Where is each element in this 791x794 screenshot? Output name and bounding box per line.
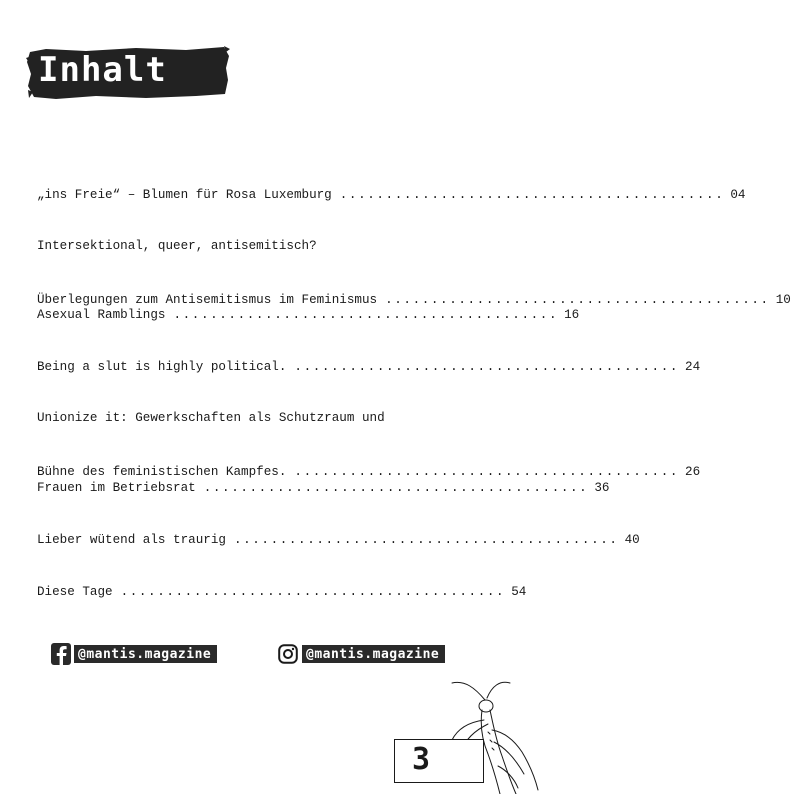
toc-leader-dots: .......................................... <box>173 308 559 322</box>
facebook-handle-badge[interactable] <box>51 643 217 665</box>
toc-entry[interactable] <box>37 547 527 637</box>
instagram-handle-badge[interactable] <box>278 643 445 665</box>
instagram-icon <box>278 644 298 664</box>
toc-leader-dots: .......................................... <box>120 585 506 599</box>
toc-entry-title: Asexual Ramblings <box>37 308 166 322</box>
toc-leader-dots: .......................................... <box>294 465 680 479</box>
toc-page-number: 26 <box>685 465 701 479</box>
page-number: 3 <box>412 742 431 777</box>
facebook-handle: @mantis.magazine <box>74 645 217 663</box>
toc-page-number: 54 <box>511 585 527 599</box>
toc-leader-dots: .......................................... <box>294 360 680 374</box>
toc-page-number: 10 <box>775 293 791 307</box>
toc-page-number: 36 <box>594 481 610 495</box>
toc-page-number: 40 <box>624 533 640 547</box>
toc-page-number: 04 <box>730 188 746 202</box>
toc-leader-dots: .......................................... <box>233 533 619 547</box>
toc-page-number: 24 <box>685 360 701 374</box>
facebook-icon <box>51 643 71 665</box>
title-banner <box>26 46 230 100</box>
toc-entry-title: Diese Tage <box>37 585 113 599</box>
toc-leader-dots: .......................................... <box>339 188 725 202</box>
toc-entry-title-line-2: Überlegungen zum Antisemitismus im Feminismus <box>37 293 378 307</box>
toc-page-number: 16 <box>564 308 580 322</box>
toc-entry-title-line-1: Intersektional, queer, antisemitisch? <box>37 239 317 253</box>
toc-entry-title: Lieber wütend als traurig <box>37 533 226 547</box>
page-number-box <box>394 739 484 783</box>
toc-leader-dots: .......................................... <box>385 293 770 307</box>
toc-entry-title: Frauen im Betriebsrat <box>37 481 196 495</box>
page-title: Inhalt <box>38 50 167 90</box>
toc-entry-title-line-1: Unionize it: Gewerkschaften als Schutzraum und <box>37 411 385 425</box>
toc-leader-dots: .......................................... <box>203 481 589 495</box>
toc-entry-title-line-2: Bühne des feministischen Kampfes. <box>37 465 287 479</box>
instagram-handle: @mantis.magazine <box>302 645 445 663</box>
toc-entry-title: Being a slut is highly political. <box>37 360 287 374</box>
toc-entry-title: „ins Freie“ – Blumen für Rosa Luxemburg <box>37 188 332 202</box>
